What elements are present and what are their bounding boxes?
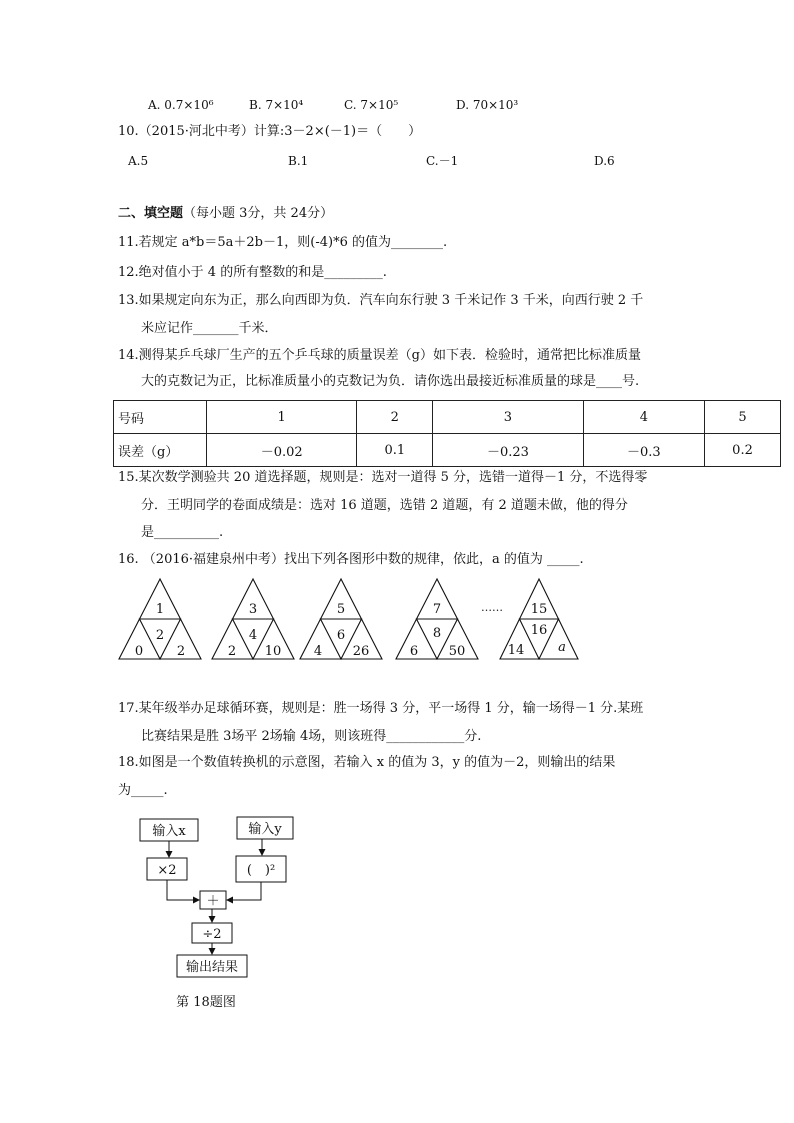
plus-label: ＋: [206, 894, 220, 909]
triangle-1: [119, 579, 201, 659]
q17-line1: 17.某年级举办足球循环赛，规则是：胜一场得 3 分，平一场得 1 分，输一场得－1 分.某班: [118, 701, 644, 716]
triangle-2-left: 2: [227, 644, 237, 659]
ellipsis: ……: [481, 601, 503, 614]
table-cell: 3: [433, 401, 583, 434]
triangle-5-right: a: [558, 640, 566, 655]
q9-option-c: C. 7×10⁵: [344, 98, 399, 112]
q18-line1: 18.如图是一个数值转换机的示意图，若输入 x 的值为 3，y 的值为－2，则输出的结果: [118, 755, 616, 770]
table-row: [114, 401, 781, 434]
q9-option-a: A. 0.7×10⁶: [148, 98, 214, 112]
table-cell: 4: [583, 401, 704, 434]
triangle-1-mid: 2: [155, 628, 165, 643]
figure-caption: 第 18题图: [176, 995, 236, 1010]
output-label: 输出结果: [185, 960, 239, 975]
q12: 12.绝对值小于 4 的所有整数的和是_________.: [118, 265, 387, 280]
q11: 11.若规定 a*b＝5a＋2b－1，则(-4)*6 的值为________.: [118, 235, 448, 250]
triangle-3-top: 5: [336, 602, 346, 617]
input-y-label: 输入y: [248, 822, 282, 837]
table-cell: 1: [207, 401, 357, 434]
section-heading: [118, 206, 333, 222]
triangle-1-right: 2: [176, 644, 186, 659]
triangle-4-top: 7: [432, 602, 442, 617]
q15-line1: 15.某次数学测验共 20 道选择题，规则是：选对一道得 5 分，选错一道得－1 分，不选得零: [118, 470, 648, 485]
table-cell: 0.2: [705, 434, 781, 467]
triangle-4-left: 6: [409, 644, 419, 659]
triangle-1-left: 0: [134, 644, 144, 659]
q9-option-d: D. 70×10³: [456, 98, 519, 112]
q10-option-a: A.5: [128, 154, 149, 168]
table-row: [114, 434, 781, 467]
triangle-5-left: 14: [507, 643, 525, 658]
q13-line2: 米应记作_______千米．: [141, 321, 278, 336]
triangle-4-mid: 8: [432, 626, 442, 641]
q15-line2: 分．王明同学的卷面成绩是：选对 16 道题，选错 2 道题，有 2 道题未做，他的得分: [141, 498, 628, 513]
table-cell: －0.23: [433, 434, 583, 467]
q14-line1: 14.测得某乒乓球厂生产的五个乒乓球的质量误差（g）如下表．检验时，通常把比标准质量: [118, 348, 641, 363]
q10-option-c: C.－1: [426, 154, 459, 168]
table-cell: －0.3: [583, 434, 704, 467]
value-converter-flowchart: [120, 812, 320, 1012]
triangle-5-top: 15: [530, 602, 548, 617]
triangle-4-right: 50: [448, 644, 466, 659]
q10-option-d: D.6: [594, 154, 615, 168]
divide-two-label: ÷2: [202, 927, 222, 942]
triangle-2: [212, 579, 294, 659]
q9-option-b: B. 7×10⁴: [249, 98, 304, 112]
q14-line2: 大的克数记为正，比标准质量小的克数记为负．请你选出最接近标准质量的球是____号.: [141, 374, 640, 389]
triangle-2-top: 3: [248, 602, 258, 617]
q17-line2: 比赛结果是胜 3场平 2场输 4场，则该班得____________分.: [141, 729, 482, 744]
table-cell: 0.1: [357, 434, 433, 467]
triangle-4: [396, 579, 478, 659]
triangle-3-left: 4: [313, 644, 323, 659]
table-cell: －0.02: [207, 434, 357, 467]
q13-line1: 13.如果规定向东为正，那么向西即为负．汽车向东行驶 3 千米记作 3 千米，向西行驶 2 千: [118, 293, 644, 308]
q18-line2: 为_____.: [118, 783, 168, 798]
section-title: 二、填空题: [118, 206, 184, 221]
triangle-5-mid: 16: [530, 623, 548, 638]
table-cell: 号码: [114, 401, 207, 434]
table-cell: 误差（g）: [114, 434, 207, 467]
input-x-label: 输入x: [152, 824, 186, 839]
q10-option-b: B.1: [288, 154, 309, 168]
q16: 16. （2016·福建泉州中考）找出下列各图形中数的规律，依此，a 的值为 _____.: [118, 552, 584, 567]
triangle-2-mid: 4: [248, 628, 258, 643]
error-table: [113, 400, 781, 467]
section-note: （每小题 3分，共 24分）: [183, 206, 334, 221]
triangle-2-right: 10: [264, 644, 282, 659]
triangle-pattern-figure: [0, 575, 794, 670]
q10-stem: 10.（2015·河北中考）计算:3－2×(－1)＝（ ）: [118, 124, 422, 139]
triangle-1-top: 1: [155, 602, 165, 617]
q15-line3: 是__________.: [141, 525, 224, 540]
triangle-3-mid: 6: [336, 628, 346, 643]
table-cell: 2: [357, 401, 433, 434]
square-label: ( )²: [246, 863, 276, 878]
triangle-3-right: 26: [352, 644, 370, 659]
times-two-label: ×2: [157, 863, 177, 878]
triangle-3: [300, 579, 382, 659]
table-cell: 5: [705, 401, 781, 434]
